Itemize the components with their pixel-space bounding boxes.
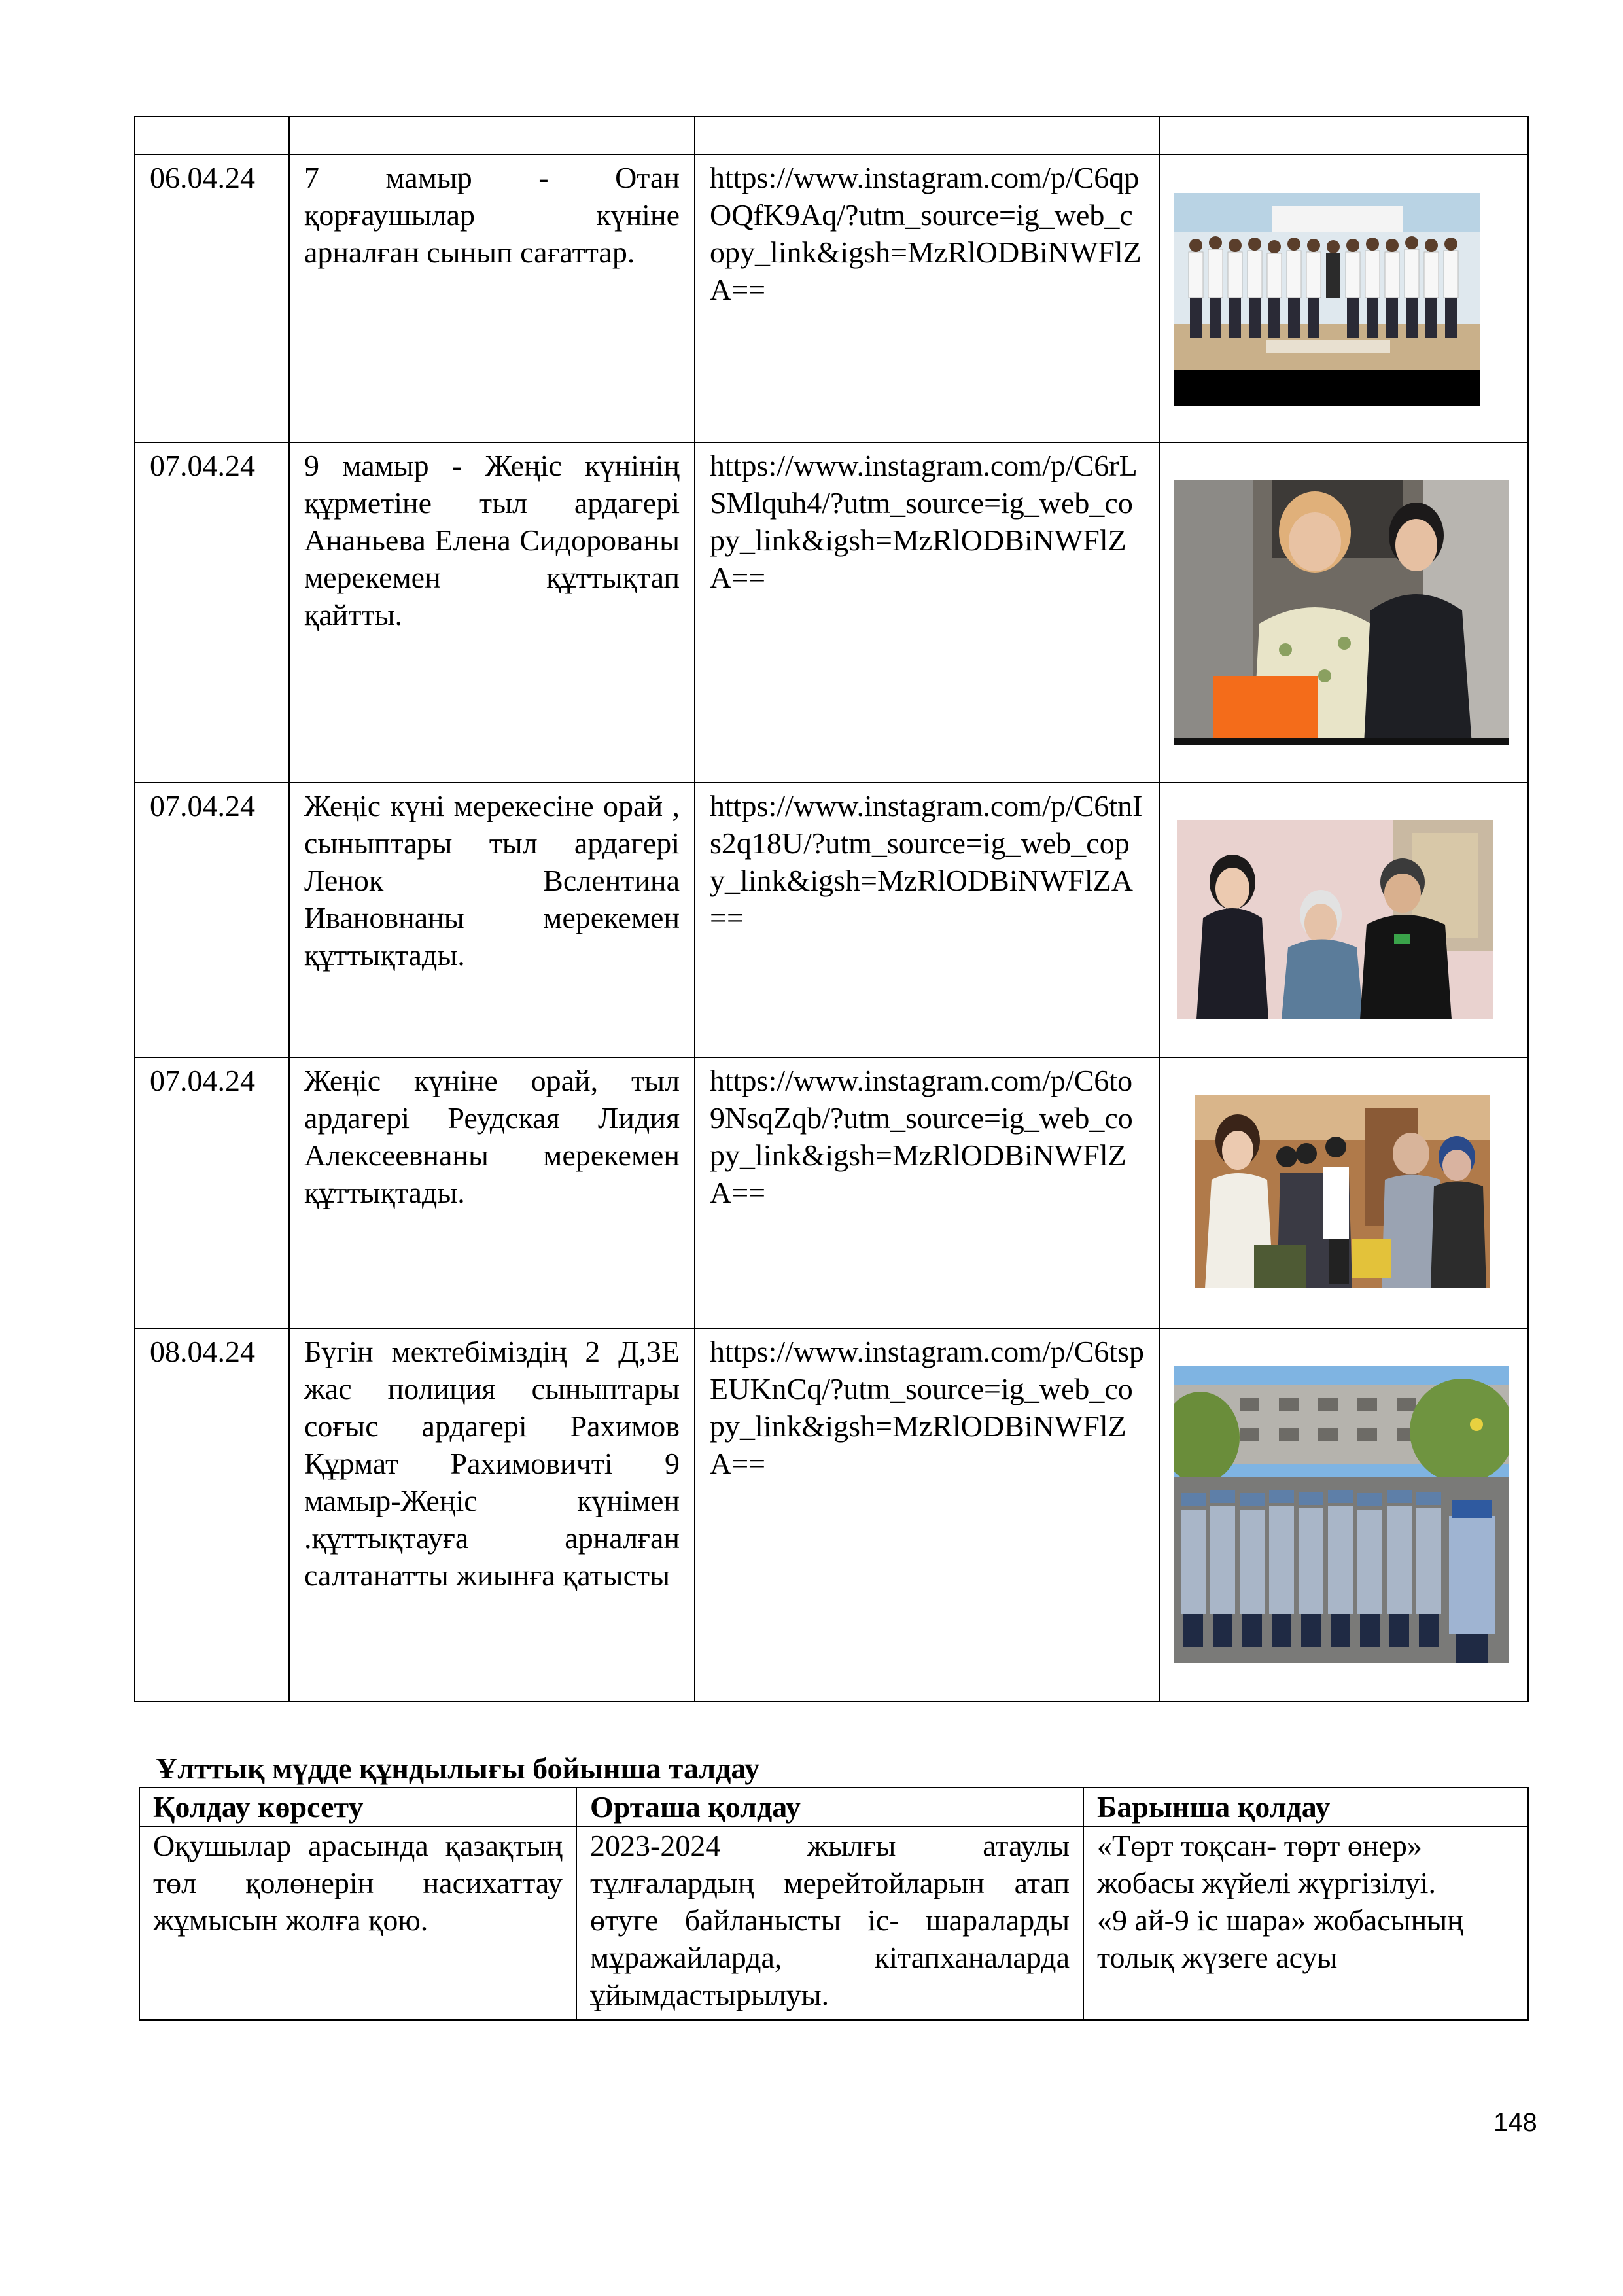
event-description: 9 мамыр - Жеңіс күнінің құрметіне тыл ардагері Ананьева Елена Сидорованы мерекемен құттықтап қайтты. — [289, 442, 695, 783]
table-row — [139, 1826, 1528, 2020]
event-photo-cell — [1159, 1057, 1528, 1328]
event-description: Жеңіс күні мерекесіне орай , сыныптары тыл ардагері Ленок Вслентина Ивановнаны мерекемен құттықтады. — [289, 783, 695, 1057]
event-date: 08.04.24 — [135, 1328, 289, 1701]
column-header: Қолдау көрсету — [139, 1788, 576, 1826]
veteran-visit-photo — [1174, 480, 1509, 745]
event-description: Бүгін мектебіміздің 2 Д,3Е жас полиция сыныптары соғыс ардагері Рахимов Құрмат Рахимовичті 9 мамыр-Жеңіс күнімен .құттықтауға арналған салтанатты жиынға қатысты — [289, 1328, 695, 1701]
event-link[interactable]: https://www.instagram.com/p/C6to9NsqZqb/?utm_source=ig_web_copy_link&igsh=MzRlODBiNWFlZA== — [695, 1057, 1159, 1328]
page-number: 148 — [1493, 2108, 1537, 2137]
events-table — [134, 116, 1529, 1702]
event-photo-cell — [1159, 1328, 1528, 1701]
event-date: 07.04.24 — [135, 442, 289, 783]
table-row — [135, 1328, 1528, 1701]
event-date: 07.04.24 — [135, 783, 289, 1057]
event-date: 07.04.24 — [135, 1057, 289, 1328]
column-header: Орташа қолдау — [576, 1788, 1083, 1826]
event-photo-cell — [1159, 442, 1528, 783]
event-link[interactable]: https://www.instagram.com/p/C6tnIs2q18U/?utm_source=ig_web_copy_link&igsh=MzRlODBiNWFlZA== — [695, 783, 1159, 1057]
table-row — [135, 783, 1528, 1057]
event-link[interactable]: https://www.instagram.com/p/C6qpOQfK9Aq/?utm_source=ig_web_copy_link&igsh=MzRlODBiNWFlZA== — [695, 154, 1159, 442]
event-link[interactable]: https://www.instagram.com/p/C6rLSMlquh4/?utm_source=ig_web_copy_link&igsh=MzRlODBiNWFlZA== — [695, 442, 1159, 783]
event-description: Жеңіс күніне орай, тыл ардагері Реудская Лидия Алексеевнаны мерекемен құттықтады. — [289, 1057, 695, 1328]
event-description: 7 мамыр - Отан қорғаушылар күніне арналған сынып сағаттар. — [289, 154, 695, 442]
analysis-table — [139, 1787, 1529, 2021]
table-row — [135, 1057, 1528, 1328]
veteran-visit-photo — [1195, 1095, 1490, 1288]
analysis-cell: 2023-2024 жылғы атаулы тұлғалардың мерейтойларын атап өтуге байланысты іс- шараларды мұражайларда, кітапханаларда ұйымдастырылуы. — [576, 1826, 1083, 2020]
analysis-title: Ұлттық мүдде құндылығы бойынша талдау — [156, 1752, 760, 1785]
event-photo-cell — [1159, 783, 1528, 1057]
event-photo-cell — [1159, 154, 1528, 442]
table-header-row — [139, 1788, 1528, 1826]
class-group-photo — [1174, 193, 1480, 406]
event-date: 06.04.24 — [135, 154, 289, 442]
analysis-cell: «Төрт тоқсан- төрт өнер» жобасы жүйелі жүргізілуі. «9 ай-9 іс шара» жобасының толық жүзеге асуы — [1083, 1826, 1528, 2020]
cadets-parade-photo — [1174, 1366, 1509, 1663]
veteran-visit-photo — [1177, 820, 1493, 1019]
table-row — [135, 442, 1528, 783]
table-row — [135, 154, 1528, 442]
event-link[interactable]: https://www.instagram.com/p/C6tspEUKnCq/?utm_source=ig_web_copy_link&igsh=MzRlODBiNWFlZA== — [695, 1328, 1159, 1701]
analysis-cell: Оқушылар арасында қазақтың төл қолөнерін насихаттау жұмысын жолға қою. — [139, 1826, 576, 2020]
table-row — [135, 116, 1528, 154]
column-header: Барынша қолдау — [1083, 1788, 1528, 1826]
